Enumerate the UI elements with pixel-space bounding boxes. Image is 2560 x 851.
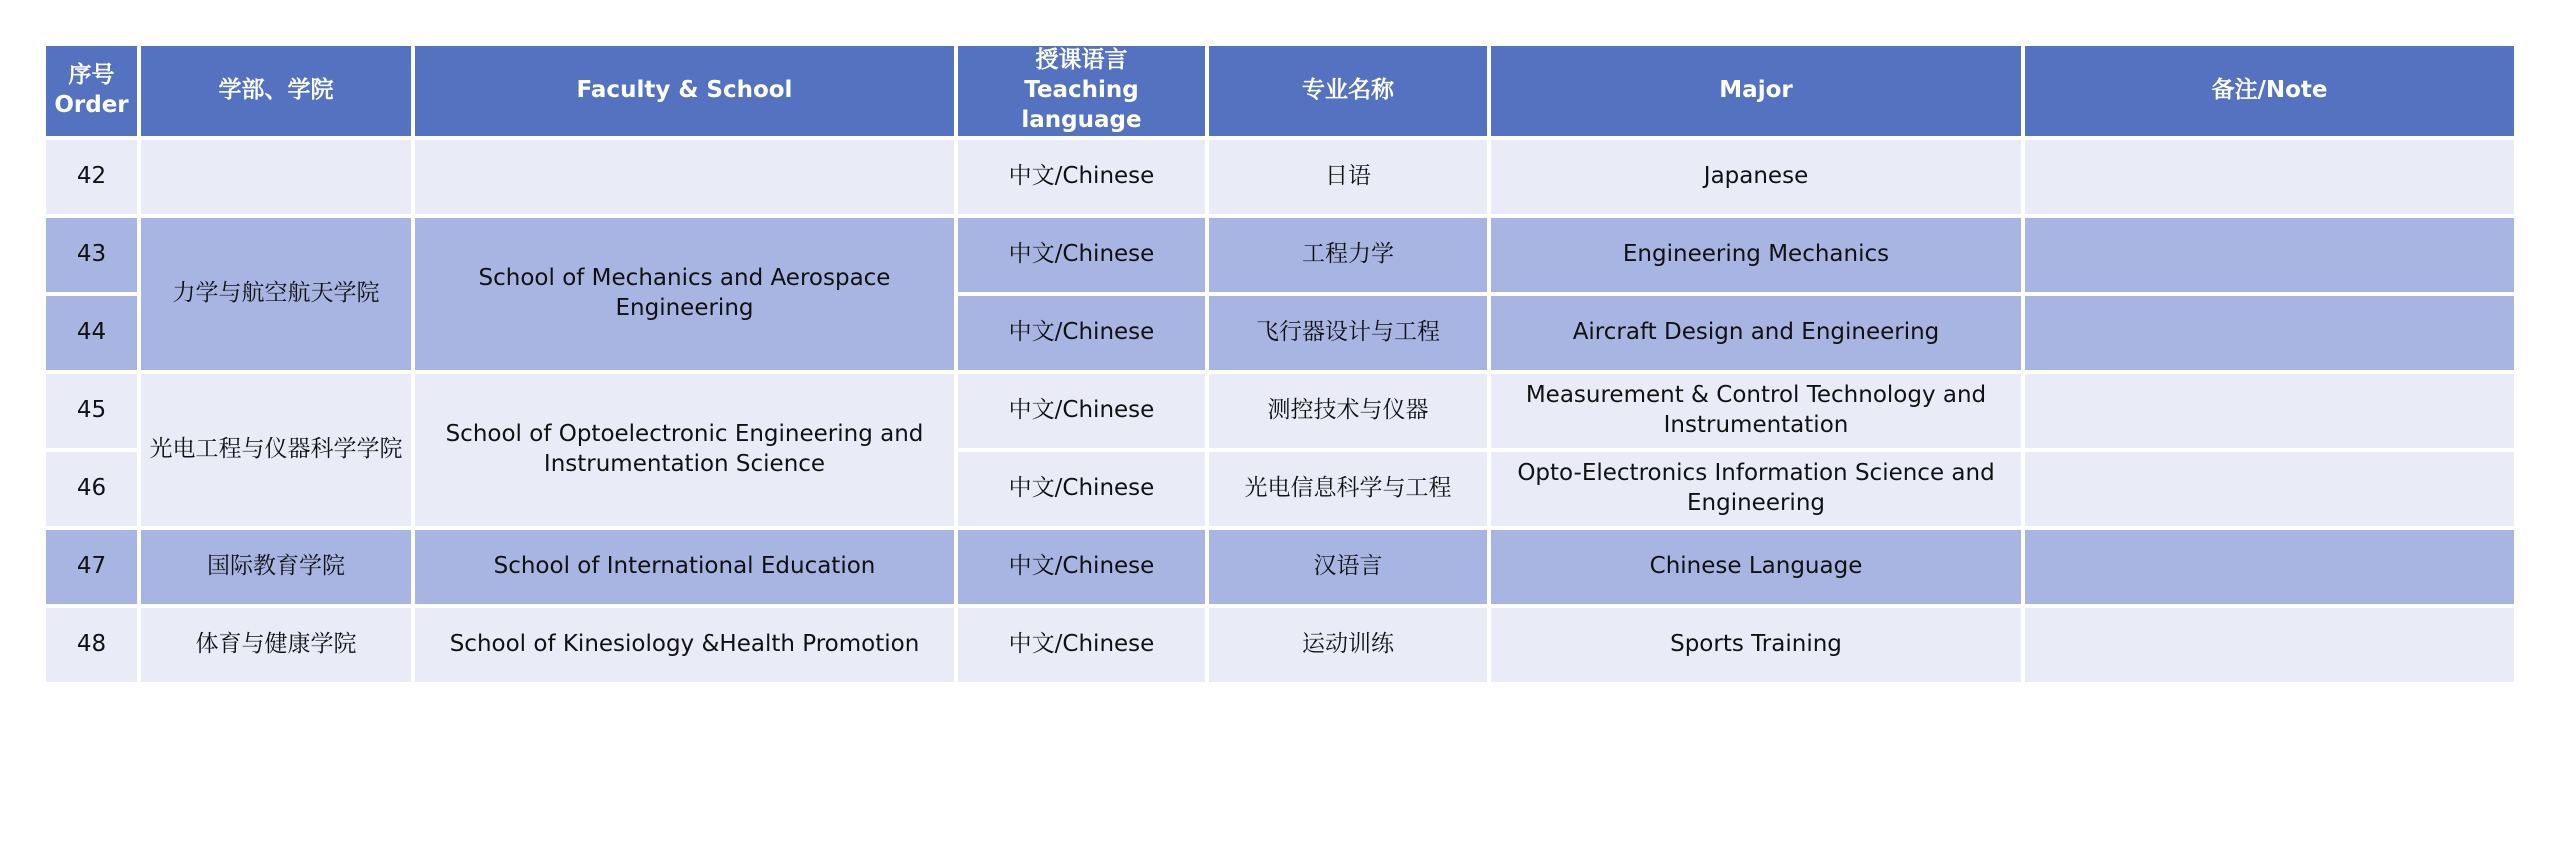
cell-major-cn: 光电信息科学与工程 <box>1209 452 1487 526</box>
cell-school-cn: 体育与健康学院 <box>141 608 411 682</box>
cell-major-en: Measurement & Control Technology and Instrumentation <box>1491 374 2021 448</box>
cell-order: 42 <box>46 140 137 214</box>
cell-school-en: School of Mechanics and Aerospace Engineering <box>415 218 954 370</box>
cell-note <box>2025 452 2514 526</box>
cell-note <box>2025 530 2514 604</box>
table-row <box>46 608 2514 682</box>
cell-language: 中文/Chinese <box>958 374 1205 448</box>
table-row <box>46 218 2514 292</box>
header-language-cn: 授课语言 <box>1035 47 1128 73</box>
header-note: 备注/Note <box>2025 46 2514 136</box>
header-order-cn: 序号 <box>68 61 115 88</box>
cell-note <box>2025 218 2514 292</box>
cell-language: 中文/Chinese <box>958 530 1205 604</box>
cell-school-en <box>415 140 954 214</box>
header-language <box>958 46 1205 136</box>
cell-major-en: Aircraft Design and Engineering <box>1491 296 2021 370</box>
cell-school-en: School of Kinesiology &Health Promotion <box>415 608 954 682</box>
cell-school-en: School of Optoelectronic Engineering and Instrumentation Science <box>415 374 954 526</box>
header-language-en: Teaching language <box>1021 76 1142 133</box>
major-table <box>42 42 2518 686</box>
header-row <box>46 46 2514 136</box>
cell-order: 48 <box>46 608 137 682</box>
cell-language: 中文/Chinese <box>958 608 1205 682</box>
header-order-en: Order <box>54 91 129 118</box>
cell-order: 45 <box>46 374 137 448</box>
cell-note <box>2025 608 2514 682</box>
header-major-cn: 专业名称 <box>1209 46 1487 136</box>
cell-school-en: School of International Education <box>415 530 954 604</box>
cell-language: 中文/Chinese <box>958 140 1205 214</box>
cell-major-cn: 工程力学 <box>1209 218 1487 292</box>
cell-major-cn: 日语 <box>1209 140 1487 214</box>
cell-school-cn: 光电工程与仪器科学学院 <box>141 374 411 526</box>
header-faculty-cn: 学部、学院 <box>141 46 411 136</box>
cell-language: 中文/Chinese <box>958 218 1205 292</box>
cell-order: 43 <box>46 218 137 292</box>
table-row <box>46 374 2514 448</box>
cell-order: 47 <box>46 530 137 604</box>
cell-note <box>2025 374 2514 448</box>
cell-major-cn: 运动训练 <box>1209 608 1487 682</box>
cell-major-cn: 飞行器设计与工程 <box>1209 296 1487 370</box>
cell-major-cn: 汉语言 <box>1209 530 1487 604</box>
cell-major-en: Engineering Mechanics <box>1491 218 2021 292</box>
cell-note <box>2025 296 2514 370</box>
cell-school-cn: 国际教育学院 <box>141 530 411 604</box>
cell-school-cn: 力学与航空航天学院 <box>141 218 411 370</box>
cell-major-en: Opto-Electronics Information Science and Engineering <box>1491 452 2021 526</box>
header-major-en: Major <box>1491 46 2021 136</box>
cell-order: 46 <box>46 452 137 526</box>
cell-language: 中文/Chinese <box>958 296 1205 370</box>
table-row <box>46 140 2514 214</box>
cell-note <box>2025 140 2514 214</box>
cell-major-cn: 测控技术与仪器 <box>1209 374 1487 448</box>
cell-language: 中文/Chinese <box>958 452 1205 526</box>
header-order <box>46 46 137 136</box>
cell-major-en: Sports Training <box>1491 608 2021 682</box>
cell-school-cn <box>141 140 411 214</box>
cell-major-en: Chinese Language <box>1491 530 2021 604</box>
cell-major-en: Japanese <box>1491 140 2021 214</box>
table-row <box>46 530 2514 604</box>
header-faculty-en: Faculty & School <box>415 46 954 136</box>
cell-order: 44 <box>46 296 137 370</box>
